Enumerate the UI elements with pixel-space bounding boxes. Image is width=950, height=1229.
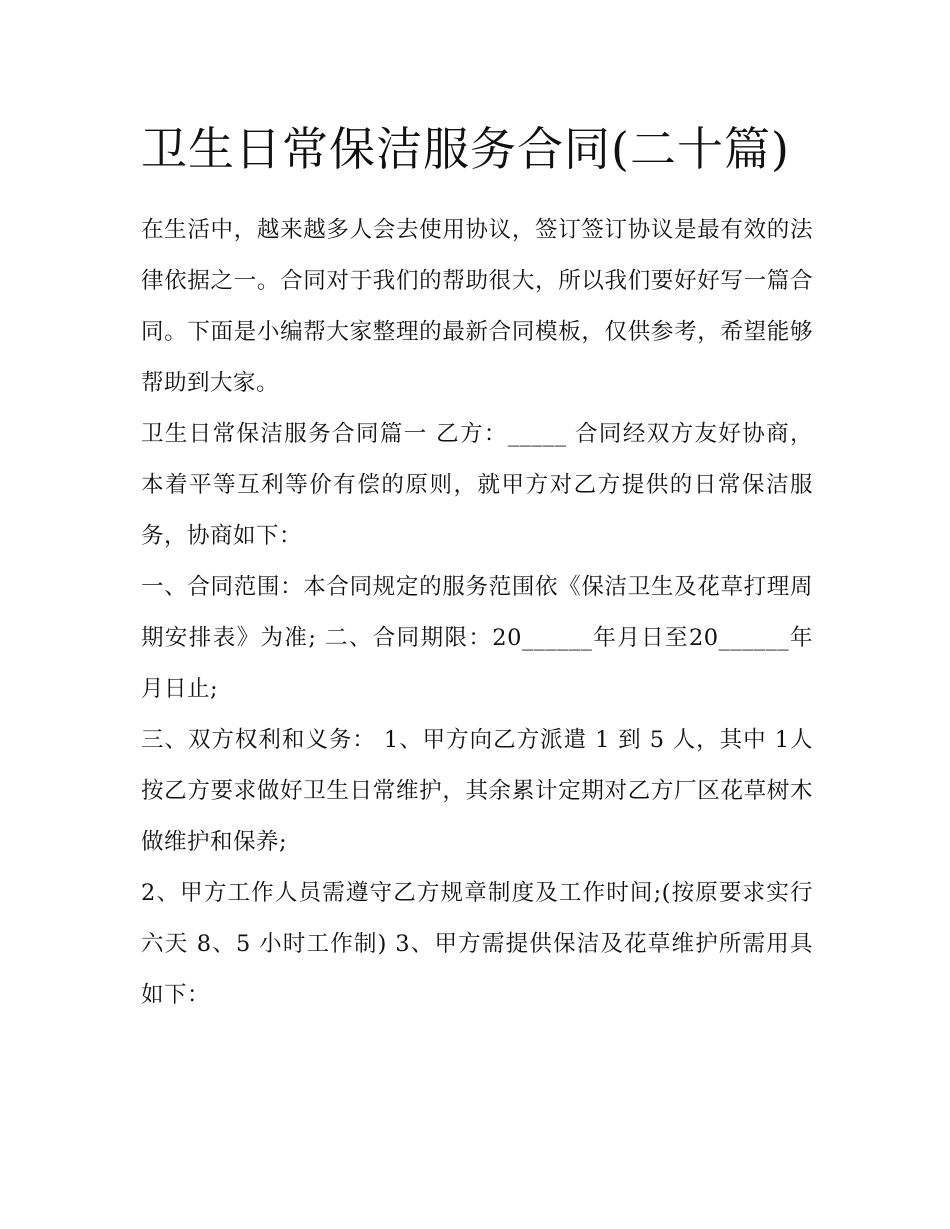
contract-opening-paragraph: 卫生日常保洁服务合同篇一 乙方：_____ 合同经双方友好协商，本着平等互利等价有偿的原则，就甲方对乙方提供的日常保洁服务，协商如下： <box>141 421 813 549</box>
document-title: 卫生日常保洁服务合同(二十篇) <box>141 122 790 176</box>
document-page <box>141 110 813 1021</box>
contract-scope-paragraph: 一、合同范围：本合同规定的服务范围依《保洁卫生及花草打理周期安排表》为准; 二、合同期限：20______年月日至20______年月日止; <box>141 574 813 702</box>
rights-obligations-paragraph: 三、双方权利和义务： 1、甲方向乙方派遣 1 到 5 人，其中 1人按乙方要求做好卫生日常维护，其余累计定期对乙方厂区花草树木做维护和保养; <box>141 727 813 855</box>
title-spacer <box>141 188 813 205</box>
staff-rules-paragraph: 2、甲方工作人员需遵守乙方规章制度及工作时间;(按原要求实行六天 8、5 小时工作制) 3、甲方需提供保洁及花草维护所需用具如下： <box>141 880 813 1008</box>
intro-paragraph: 在生活中，越来越多人会去使用协议，签订签订协议是最有效的法律依据之一。合同对于我们的帮助很大，所以我们要好好写一篇合同。下面是小编帮大家整理的最新合同模板，仅供参考，希望能够帮助到大家。 <box>141 217 813 396</box>
